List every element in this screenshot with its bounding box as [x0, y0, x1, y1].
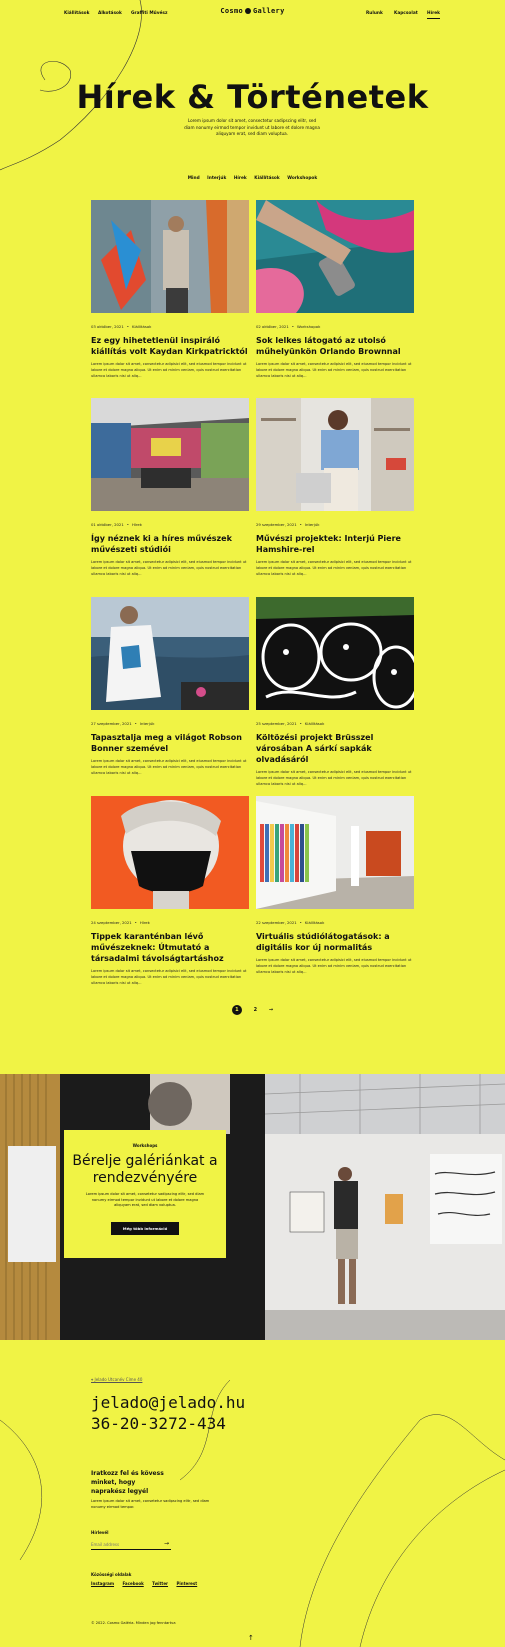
nav-link-about[interactable]: Rulunk [366, 11, 383, 16]
post-category[interactable]: Hírek [132, 522, 142, 527]
brand-name-left: Cosmo [220, 7, 243, 15]
post-meta: 29 szeptember, 2021 • Interjúk [256, 522, 320, 527]
post-category[interactable]: Interjúk [139, 721, 155, 726]
post-category[interactable]: Interjúk [304, 522, 320, 527]
post-meta: 24 szeptember, 2021 • Hírek [91, 920, 150, 925]
footer-email[interactable]: jelado@jelado.hu [91, 1393, 246, 1412]
post-excerpt: Lorem ipsum dolor sit amet, consectetur adipisici elit, sed eiusmod tempor incidunt ut labore et dolore magna aliqua. Ut enim ad minim veniam, quis nostrud exercitation ullamco laboris nisi ut aliq... [256, 958, 412, 974]
filter-news[interactable]: Hírek [233, 176, 247, 181]
page-2-button[interactable]: 2 [253, 1007, 258, 1013]
post-card[interactable] [256, 398, 414, 577]
post-title[interactable]: Ez egy hihetetlenül inspiráló kiállítás volt Kaydan Kirkpatricktól [91, 336, 248, 356]
nav-link-graffiti[interactable]: Graffiti Művész [131, 11, 168, 16]
nav-link-exhibitions[interactable]: Kiállítások [64, 11, 90, 16]
post-card[interactable] [91, 200, 249, 379]
post-date: 29 szeptember, 2021 [256, 522, 297, 527]
page-title: Hírek & Történetek [76, 78, 429, 116]
post-category[interactable]: Workshopok [297, 324, 321, 329]
post-image[interactable] [91, 200, 249, 313]
newsletter-label: Hírlevél [91, 1530, 109, 1535]
post-date: 02 október, 2021 [256, 324, 289, 329]
nav-link-artworks[interactable]: Alkotások [98, 11, 122, 16]
brand-dot-icon [245, 8, 251, 14]
page-1-button[interactable]: 1 [232, 1005, 242, 1015]
post-excerpt: Lorem ipsum dolor sit amet, consectetur adipisici elit, sed eiusmod tempor incidunt ut labore et dolore magna aliqua. Ut enim ad minim veniam, quis nostrud exercitation ullamco laboris nisi ut aliq... [256, 560, 412, 576]
page-subtitle: Lorem ipsum dolor sit amet, consectetur sadipscing elitr, sed diam nonumy eirmod tempor invidunt ut labore et dolore magna aliquyam erat, sed diam voluptua. [184, 118, 320, 136]
footer [0, 1340, 505, 1647]
post-image[interactable] [91, 796, 249, 909]
post-card[interactable] [256, 200, 414, 379]
post-meta: 02 október, 2021 • Workshopok [256, 324, 321, 329]
post-category[interactable]: Kiállítások [304, 920, 325, 925]
post-excerpt: Lorem ipsum dolor sit amet, consectetur adipisici elit, sed eiusmod tempor incidunt ut labore et dolore magna aliqua. Ut enim ad minim veniam, quis nostrud exercitation ullamco laboris nisi ut aliq... [91, 560, 247, 576]
filter-workshops[interactable]: Workshopok [287, 176, 318, 181]
post-meta: 01 október, 2021 • Hírek [91, 522, 142, 527]
post-title[interactable]: Művészi projektek: Interjú Piere Hamshire-rel [256, 534, 401, 554]
post-meta: 25 szeptember, 2021 • Kiállítások [256, 721, 325, 726]
post-card[interactable] [91, 796, 249, 986]
promo-title: Bérelje galériánkat a rendezvényére [72, 1153, 218, 1186]
back-to-top-arrow-icon[interactable]: ↑ [248, 1634, 254, 1642]
subscribe-text: Lorem ipsum dolor sit amet, consetetur sadipscing elitr, sed diam nonumy eirmod tempor. [91, 1499, 210, 1509]
subscribe-arrow-icon[interactable]: → [164, 1540, 170, 1547]
filter-interviews[interactable]: Interjúk [207, 176, 227, 181]
copyright: © 2022. Cosmo Galéria. Minden jog fenntartva [91, 1621, 176, 1625]
post-excerpt: Lorem ipsum dolor sit amet, consectetur adipisici elit, sed eiusmod tempor incidunt ut labore et dolore magna aliqua. Ut enim ad minim veniam, quis nostrud exercitation ullamco laboris nisi ut aliq... [256, 362, 412, 378]
social-links [91, 1581, 204, 1586]
post-category[interactable]: Hírek [139, 920, 150, 925]
post-excerpt: Lorem ipsum dolor sit amet, consectetur adipisici elit, sed eiusmod tempor incidunt ut labore et dolore magna aliqua. Ut enim ad minim veniam, quis nostrud exercitation ullamco laboris nisi ut aliq... [91, 362, 247, 378]
social-instagram-link[interactable]: Instagram [91, 1581, 115, 1586]
promo-card [64, 1130, 226, 1258]
post-image[interactable] [256, 796, 414, 909]
post-meta: 03 október, 2021 • Kiállítások [91, 324, 152, 329]
post-title[interactable]: Így néznek ki a híres művészek művészeti stúdiói [91, 534, 232, 554]
post-card[interactable] [91, 597, 249, 776]
post-card[interactable] [256, 597, 414, 787]
filter-all[interactable]: Mind [187, 176, 200, 181]
footer-phone[interactable]: 36-20-3272-434 [91, 1414, 226, 1433]
nav-link-contact[interactable]: Kapcsolat [394, 11, 418, 16]
location-text: Jelado Utcanév Címe 40 [94, 1377, 143, 1382]
promo-text: Lorem ipsum dolor sit amet, consetetur sadipscing elitr, sed diam nonumy eirmod tempor invidunt ut labore et dolore magna aliquyam erat, sed diam voluptua. [85, 1192, 205, 1208]
post-meta: 27 szeptember, 2021 • Interjúk [91, 721, 155, 726]
social-pinterest-link[interactable]: Pinterest [176, 1581, 198, 1586]
brand-name-right: Gallery [252, 7, 285, 15]
post-title[interactable]: Sok lelkes látogató az utolsó műhelyünkön Orlando Brownnal [256, 336, 401, 356]
post-image[interactable] [91, 597, 249, 710]
post-excerpt: Lorem ipsum dolor sit amet, consectetur adipisici elit, sed eiusmod tempor incidunt ut labore et dolore magna aliqua. Ut enim ad minim veniam, quis nostrud exercitation ullamco laboris nisi ut aliq... [256, 770, 412, 786]
post-date: 01 október, 2021 [91, 522, 124, 527]
post-card[interactable] [256, 796, 414, 975]
post-category[interactable]: Kiállítások [304, 721, 325, 726]
post-date: 22 szeptember, 2021 [256, 920, 297, 925]
category-filters [0, 176, 505, 181]
post-image[interactable] [256, 597, 414, 710]
footer-location[interactable] [91, 1377, 142, 1382]
post-title[interactable]: Költözési projekt Brüsszel városában A sárkí sapkák olvadásáról [256, 733, 374, 764]
post-image[interactable] [91, 398, 249, 511]
social-label: Közösségi oldalak [91, 1572, 132, 1577]
event-banner [0, 1074, 505, 1340]
promo-eyebrow: Workshops [132, 1143, 158, 1148]
post-date: 24 szeptember, 2021 [91, 920, 132, 925]
post-title[interactable]: Tapasztalja meg a világot Robson Bonner szemével [91, 733, 242, 753]
next-page-arrow-icon[interactable]: → [268, 1007, 274, 1013]
post-title[interactable]: Virtuális stúdiólátogatások: a digitális kor új normalitás [256, 932, 390, 952]
more-info-button[interactable]: Még több információ [111, 1222, 179, 1235]
top-navigation [0, 0, 505, 26]
nav-link-news[interactable]: Hírek [427, 11, 440, 19]
subscribe-heading: Iratkozz fel és kövess minket, hogy naprakész legyél [91, 1470, 164, 1495]
social-twitter-link[interactable]: Twitter [152, 1581, 169, 1586]
post-date: 03 október, 2021 [91, 324, 124, 329]
post-excerpt: Lorem ipsum dolor sit amet, consectetur adipisici elit, sed eiusmod tempor incidunt ut labore et dolore magna aliqua. Ut enim ad minim veniam, quis nostrud exercitation ullamco laboris nisi ut aliq... [91, 969, 247, 985]
social-facebook-link[interactable]: Facebook [122, 1581, 144, 1586]
post-image[interactable] [256, 398, 414, 511]
post-date: 27 szeptember, 2021 [91, 721, 132, 726]
newsletter-email-input[interactable] [91, 1540, 171, 1550]
post-category[interactable]: Kiállítások [132, 324, 152, 329]
filter-exhibitions[interactable]: Kiállítások [254, 176, 280, 181]
location-pin-icon: ⌖ [91, 1377, 95, 1382]
post-title[interactable]: Tippek karanténban lévő művészeknek: Útmutató a társadalmi távolságtartáshoz [91, 932, 224, 963]
post-excerpt: Lorem ipsum dolor sit amet, consectetur adipisici elit, sed eiusmod tempor incidunt ut labore et dolore magna aliqua. Ut enim ad minim veniam, quis nostrud exercitation ullamco laboris nisi ut aliq... [91, 759, 247, 775]
post-card[interactable] [91, 398, 249, 577]
post-meta: 22 szeptember, 2021 • Kiállítások [256, 920, 325, 925]
pagination [0, 1005, 505, 1015]
post-image[interactable] [256, 200, 414, 313]
post-date: 25 szeptember, 2021 [256, 721, 297, 726]
